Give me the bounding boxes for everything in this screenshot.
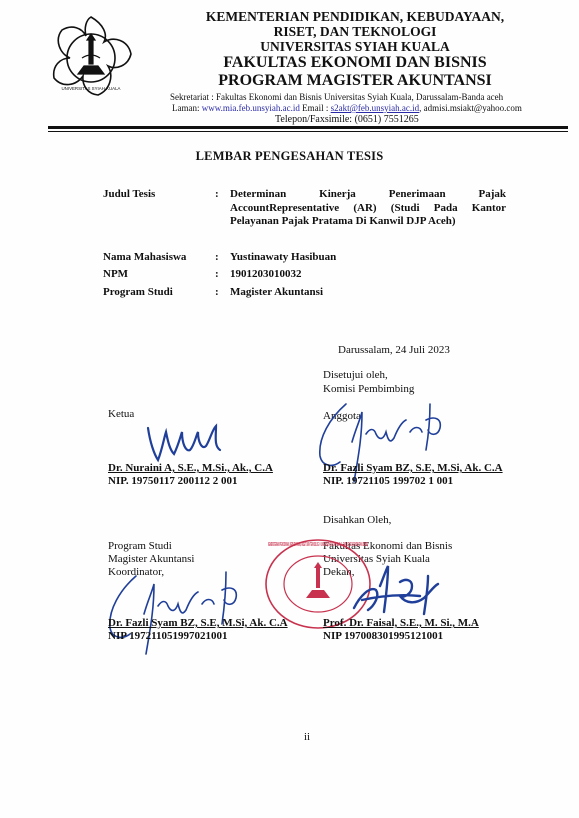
dean-nip: NIP 197008301995121001 (323, 630, 444, 642)
stamp-text: KEMENTERIAN PENDIDIKAN, KEBUDAYAAN, RISET DAN TEKNOLOGI · UNIVERSITAS SYIAH KUALA · FAKULTAS EKONOMI DAN BISNIS (268, 542, 369, 548)
prodi-signature (96, 566, 276, 662)
chair-role: Ketua (108, 408, 135, 420)
logo-text: UNIVERSITAS SYIAH KUALA (61, 86, 121, 91)
phone-line: Telepon/Faxsimile: (0651) 7551265 (275, 114, 419, 125)
nama-colon: : (215, 251, 219, 263)
prodi-name: Dr. Fazli Syam BZ, S.E, M.Si, Ak. C.A (108, 617, 288, 629)
chair-nip: NIP. 19750117 200112 2 001 (108, 475, 238, 487)
npm-colon: : (215, 268, 219, 280)
prodi-role-2: Magister Akuntansi (108, 553, 195, 565)
judul-colon: : (215, 188, 219, 200)
member-name: Dr. Fazli Syam BZ, S.E, M.Si, Ak. C.A (323, 462, 503, 474)
place-date: Darussalam, 24 Juli 2023 (338, 344, 450, 356)
university-logo (48, 14, 134, 98)
dean-name: Prof. Dr. Faisal, S.E., M. Si., M.A (323, 617, 479, 629)
page-number: ii (304, 731, 311, 743)
ministry-line-1: KEMENTERIAN PENDIDIKAN, KEBUDAYAAN, (205, 9, 505, 24)
chair-name: Dr. Nuraini A, S.E., M.Si., Ak., C.A (108, 462, 273, 474)
faculty-name: FAKULTAS EKONOMI DAN BISNIS (223, 54, 487, 71)
nama-label: Nama Mahasiswa (103, 251, 187, 263)
prodi-label: Program Studi (103, 286, 173, 298)
website-link[interactable]: www.mia.feb.unsyiah.ac.id (201, 103, 300, 113)
prodi-value: Magister Akuntansi (230, 286, 324, 298)
prodi-nip: NIP 197211051997021001 (108, 630, 228, 642)
prodi-role-1: Program Studi (108, 540, 172, 552)
committee-label: Komisi Pembimbing (323, 383, 415, 395)
university-name: UNIVERSITAS SYIAH KUALA (260, 39, 450, 54)
address-line: Sekretariat : Fakultas Ekonomi dan Bisnis Universitas Syiah Kuala, Darussalam-Banda aceh (170, 92, 504, 102)
contact-line (172, 104, 522, 113)
email-label: Email : (299, 103, 331, 113)
npm-value: 1901203010032 (230, 268, 302, 280)
header-rule-thick (48, 126, 568, 129)
email-extra: , admisi.msiakt@yahoo.com (419, 103, 522, 113)
document-title: LEMBAR PENGESAHAN TESIS (195, 149, 384, 163)
faculty-role-2: Universitas Syiah Kuala (323, 553, 430, 565)
judul-label: Judul Tesis (103, 188, 156, 200)
judul-value: Determinan Kinerja Penerimaan Pajak AccountRepresentative (AR) (Studi Pada Kantor Pelayanan Pajak Pratama Di Kanwil DJP Aceh) (230, 188, 506, 227)
faculty-role-1: Fakultas Ekonomi dan Bisnis (323, 540, 453, 552)
program-name: PROGRAM MAGISTER AKUNTANSI (218, 72, 492, 89)
faculty-role-3: Dekan, (323, 566, 355, 578)
prodi-role-3: Koordinator, (108, 566, 165, 578)
nama-value: Yustinawaty Hasibuan (230, 251, 337, 263)
ratified-by: Disahkan Oleh, (323, 514, 392, 526)
prodi-colon: : (215, 286, 219, 298)
email-link[interactable]: s2akt@feb.unsyiah.ac.id (330, 103, 420, 113)
header-rule-thin (48, 131, 568, 132)
ministry-line-2: RISET, DAN TEKNOLOGI (273, 24, 437, 39)
approved-by: Disetujui oleh, (323, 369, 388, 381)
npm-label: NPM (103, 268, 129, 280)
member-nip: NIP. 19721105 199702 1 001 (323, 475, 454, 487)
website-label: Laman: (172, 103, 202, 113)
chair-signature (140, 420, 230, 468)
member-role: Anggota (323, 410, 361, 422)
